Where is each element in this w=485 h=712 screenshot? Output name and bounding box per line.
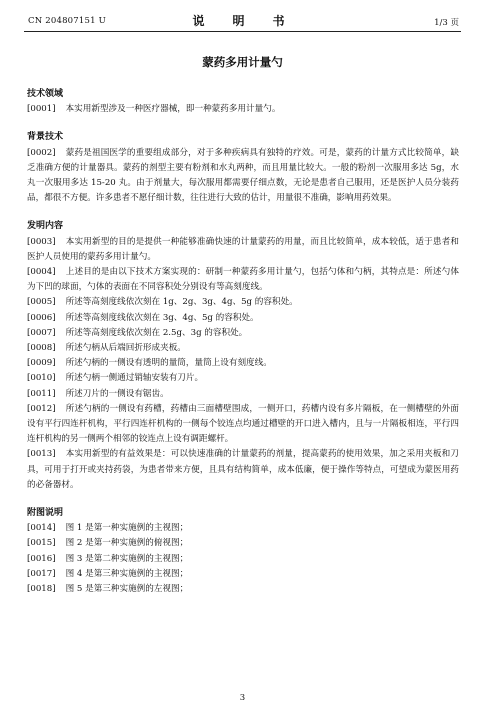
paragraph <box>27 265 459 295</box>
paragraph-number: [0009] <box>27 358 56 369</box>
paragraph-number: [0016] <box>27 553 56 564</box>
paragraph-text: 本实用新型的有益效果是：可以快速准确的计量蒙药的剂量，提高蒙药的使用效果，加之采用夹板和刀具，可用于打开或夹持药袋，为患者带来方便，且具有结构简单，成本低廉，便于操作等特点，可望成为蒙医用药的必备器材。 <box>27 449 459 490</box>
paragraph-number: [0005] <box>27 297 56 308</box>
section-heading: 背景技术 <box>27 132 64 143</box>
paragraph-number: [0010] <box>27 373 56 384</box>
paragraph-text: 所述刀片的一侧设有锯齿。 <box>65 388 169 399</box>
document-title: 蒙药多用计量勺 <box>202 55 283 69</box>
paragraph <box>27 341 459 356</box>
paragraph-number: [0007] <box>27 327 56 338</box>
page-indicator: 1/3 页 <box>434 18 459 28</box>
paragraph-text: 所述勺柄从后端回折形成夹板。 <box>65 343 186 354</box>
patent-number: CN 204807151 U <box>28 16 106 26</box>
paragraph <box>27 582 459 597</box>
paragraph-text: 图 2 是第一种实施例的俯视图； <box>65 538 189 549</box>
paragraph-number: [0006] <box>27 312 56 323</box>
paragraph-number: [0014] <box>27 523 56 534</box>
paragraph-number: [0011] <box>27 388 56 399</box>
paragraph-text: 所述等高刻度线依次刻在 1g、2g、3g、4g、5g 的容积处。 <box>65 297 298 308</box>
paragraph-text: 所述等高刻度线依次刻在 2.5g、3g 的容积处。 <box>65 327 248 338</box>
section-heading: 技术领域 <box>27 89 64 99</box>
header-divider <box>24 31 461 32</box>
paragraph-text: 图 1 是第一种实施例的主视图； <box>65 523 189 534</box>
paragraph-number: [0003] <box>27 236 56 247</box>
section-heading: 附图说明 <box>27 508 64 519</box>
paragraph <box>27 235 459 265</box>
paragraph <box>27 521 459 536</box>
paragraph-number: [0002] <box>27 147 56 158</box>
paragraph-text: 本实用新型涉及一种医疗器械，即一种蒙药多用计量勺。 <box>65 104 281 115</box>
paragraph-text: 所述勺柄一侧通过销轴安装有刀片。 <box>65 373 204 384</box>
paragraph-text: 蒙药是祖国医学的重要组成部分，对于多种疾病具有独特的疗效。可是，蒙药的计量方式比较简单，缺乏准确方便的计量器具。蒙药的剂型主要有粉剂和水丸两种，而且用量比较大。一般的粉剂一次服用多达 5g，水丸一次服用多达 15-20 丸。由于剂量大，每次服用都需要仔细点数，无论是患者自己服用，还是医护人员分装药品，都很不方便。许多患者不愿仔细计数，往往进行大致的估计，用量很不准确，影响用药效果。 <box>27 147 459 204</box>
paragraph <box>27 146 459 207</box>
paragraph <box>27 387 459 402</box>
paragraph-number: [0017] <box>27 568 56 579</box>
paragraph <box>27 326 459 341</box>
paragraph <box>27 402 459 448</box>
document-body <box>27 87 459 597</box>
paragraph-text: 本实用新型的目的是提供一种能够准确快速的计量蒙药的用量，而且比较简单，成本较低，适于患者和医护人员使用的蒙药多用计量勺。 <box>27 236 459 262</box>
paragraph-text: 图 3 是第二种实施例的主视图； <box>65 553 189 564</box>
section-heading: 发明内容 <box>27 221 64 232</box>
paragraph-text: 所述勺柄的一侧设有透明的量筒，量筒上设有刻度线。 <box>65 358 272 369</box>
paragraph <box>27 371 459 386</box>
paragraph <box>27 311 459 326</box>
paragraph-number: [0018] <box>27 584 56 595</box>
paragraph <box>27 536 459 551</box>
paragraph-text: 所述勺柄的一侧设有药槽，药槽由三面槽壁围成，一侧开口，药槽内设有多片隔板，在一侧槽壁的外面设有平行四连杆机构，平行四连杆机构的一侧每个铰连点均通过槽壁的开口进入槽内，且与一片隔板相连，平行四连杆机构的另一侧两个相邻的铰连点上设有调距螺杆。 <box>27 403 459 445</box>
page-number: 3 <box>239 693 246 703</box>
paragraph-number: [0008] <box>27 343 56 354</box>
paragraph-text: 图 4 是第三种实施例的主视图； <box>65 568 189 579</box>
paragraph <box>27 567 459 582</box>
paragraph-text: 图 5 是第三种实施例的左视图； <box>65 584 189 595</box>
document-type: 说 明 书 <box>192 14 293 28</box>
paragraph <box>27 295 459 310</box>
paragraph-number: [0012] <box>27 403 56 414</box>
paragraph-number: [0004] <box>27 267 56 278</box>
paragraph <box>27 356 459 371</box>
paragraph-number: [0015] <box>27 538 56 549</box>
paragraph-number: [0013] <box>27 449 56 460</box>
paragraph <box>27 102 459 117</box>
paragraph-text: 上述目的是由以下技术方案实现的：研制一种蒙药多用计量勺，包括勺体和勺柄，其特点是：所述勺体为下凹的球面，勺体的表面在不同容积处分别设有等高刻度线。 <box>27 267 459 293</box>
paragraph <box>27 552 459 567</box>
paragraph-number: [0001] <box>27 104 56 115</box>
paragraph-text: 所述等高刻度线依次刻在 3g、4g、5g 的容积处。 <box>65 312 259 323</box>
paragraph <box>27 447 459 493</box>
